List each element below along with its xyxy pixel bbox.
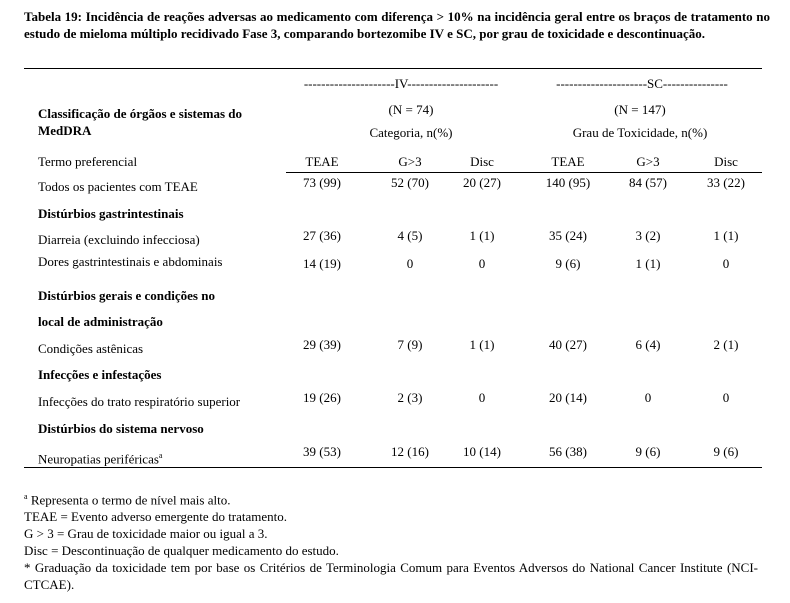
- table-cell: 7 (9): [397, 337, 423, 352]
- table-cell: 1 (1): [635, 256, 661, 271]
- row-label-text: Infecções e infestações: [38, 367, 162, 382]
- footnote-marker: a: [158, 451, 163, 460]
- table-cell: 3 (2): [635, 228, 661, 243]
- footnote-a-mark: a: [24, 492, 28, 501]
- category-label: [38, 206, 184, 222]
- row-label-text: Distúrbios gastrintestinais: [38, 206, 184, 221]
- table-cell: 20 (14): [549, 390, 587, 405]
- term-row-label: [38, 232, 200, 248]
- table-cell: 1 (1): [469, 228, 495, 243]
- table-cell: 14 (19): [303, 256, 341, 271]
- footnote-teae: TEAE = Evento adverso emergente do tratamento.: [24, 509, 288, 525]
- table-cell: 1 (1): [713, 228, 739, 243]
- table-cell: 56 (38): [549, 444, 587, 459]
- column-header: Disc: [714, 154, 738, 169]
- table-top-rule: [24, 68, 762, 69]
- column-header: TEAE: [551, 154, 585, 169]
- table-cell: 2 (3): [397, 390, 423, 405]
- category-label: [38, 314, 163, 330]
- table-cell: 9 (6): [555, 256, 581, 271]
- table-cell: 84 (57): [629, 175, 667, 190]
- table-cell: 35 (24): [549, 228, 587, 243]
- term-row-label: [38, 341, 143, 357]
- iv-n: (N = 74): [388, 102, 434, 117]
- table-cell: 0: [644, 390, 652, 405]
- term-row-label: [38, 448, 162, 467]
- table-cell: 140 (95): [545, 175, 591, 190]
- term-label: Termo preferencial: [38, 154, 138, 169]
- category-label: [38, 288, 215, 304]
- table-cell: 1 (1): [469, 337, 495, 352]
- table-cell: 33 (22): [707, 175, 745, 190]
- table-cell: 12 (16): [391, 444, 429, 459]
- row-label-text: Distúrbios do sistema nervoso: [38, 421, 204, 436]
- footnote-disc: Disc = Descontinuação de qualquer medicamento do estudo.: [24, 543, 339, 559]
- table-cell: 9 (6): [635, 444, 661, 459]
- table-cell: 2 (1): [713, 337, 739, 352]
- table-cell: 4 (5): [397, 228, 423, 243]
- sc-subheader: Grau de Toxicidade, n(%): [572, 125, 708, 140]
- table-cell: 0: [722, 390, 730, 405]
- iv-group-header: ---------------------IV---------------------: [303, 76, 499, 91]
- term-row-label: [38, 179, 198, 195]
- row-label-text: Infecções do trato respiratório superior: [38, 394, 241, 409]
- table-caption: Tabela 19: Incidência de reações adversas ao medicamento com diferença > 10% na incidência geral entre os braços de tratamento no estudo de mieloma múltiplo recidivado Fase 3, comparando bortezomibe IV e SC, por grau de toxicidade e descontinuação.: [24, 9, 770, 41]
- footnote-g3: G > 3 = Grau de toxicidade maior ou igual a 3.: [24, 526, 268, 542]
- table-cell: 40 (27): [549, 337, 587, 352]
- column-header: Disc: [470, 154, 494, 169]
- row-label-text: local de administração: [38, 314, 163, 329]
- table-cell: 39 (53): [303, 444, 341, 459]
- table-cell: 0: [406, 256, 414, 271]
- table-bottom-rule: [24, 467, 762, 468]
- footnote-grading: * Graduação da toxicidade tem por base os Critérios de Terminologia Comum para Eventos Adversos do National Cancer Institute (NCI-CTCAE).: [24, 560, 758, 593]
- footnotes: [24, 488, 758, 593]
- row-label-text: Diarreia (excluindo infecciosa): [38, 232, 200, 247]
- column-header: TEAE: [305, 154, 339, 169]
- term-row-label: [38, 254, 223, 270]
- table-cell: 0: [478, 256, 486, 271]
- table-cell: 19 (26): [303, 390, 341, 405]
- footnote-a-text: Representa o termo de nível mais alto.: [27, 492, 231, 508]
- row-label-text: Dores gastrintestinais e abdominais: [38, 254, 223, 269]
- table-cell: 52 (70): [391, 175, 429, 190]
- table-cell: 10 (14): [463, 444, 501, 459]
- table-cell: 0: [722, 256, 730, 271]
- row-label-text: Condições astênicas: [38, 341, 144, 356]
- table-cell: 29 (39): [303, 337, 341, 352]
- term-row-label: [38, 394, 240, 410]
- column-header: G>3: [636, 154, 660, 169]
- sc-group-header: ---------------------SC---------------: [556, 76, 728, 91]
- row-header-label: Classificação de órgãos e sistemas do MedDRA: [38, 106, 243, 138]
- row-label-text: Neuropatias periféricas: [38, 451, 159, 467]
- category-label: [38, 421, 204, 437]
- table-cell: 73 (99): [303, 175, 341, 190]
- table-cell: 9 (6): [713, 444, 739, 459]
- category-label: [38, 367, 161, 383]
- column-header: G>3: [398, 154, 422, 169]
- header-rule: [286, 172, 762, 173]
- iv-subheader: Categoria, n(%): [369, 125, 453, 140]
- sc-n: (N = 147): [614, 102, 666, 117]
- row-label-text: Todos os pacientes com TEAE: [38, 179, 198, 194]
- table-cell: 0: [478, 390, 486, 405]
- row-label-text: Distúrbios gerais e condições no: [38, 288, 215, 303]
- table-cell: 6 (4): [635, 337, 661, 352]
- footnote-a: [24, 488, 758, 508]
- table-cell: 27 (36): [303, 228, 341, 243]
- table-cell: 20 (27): [463, 175, 501, 190]
